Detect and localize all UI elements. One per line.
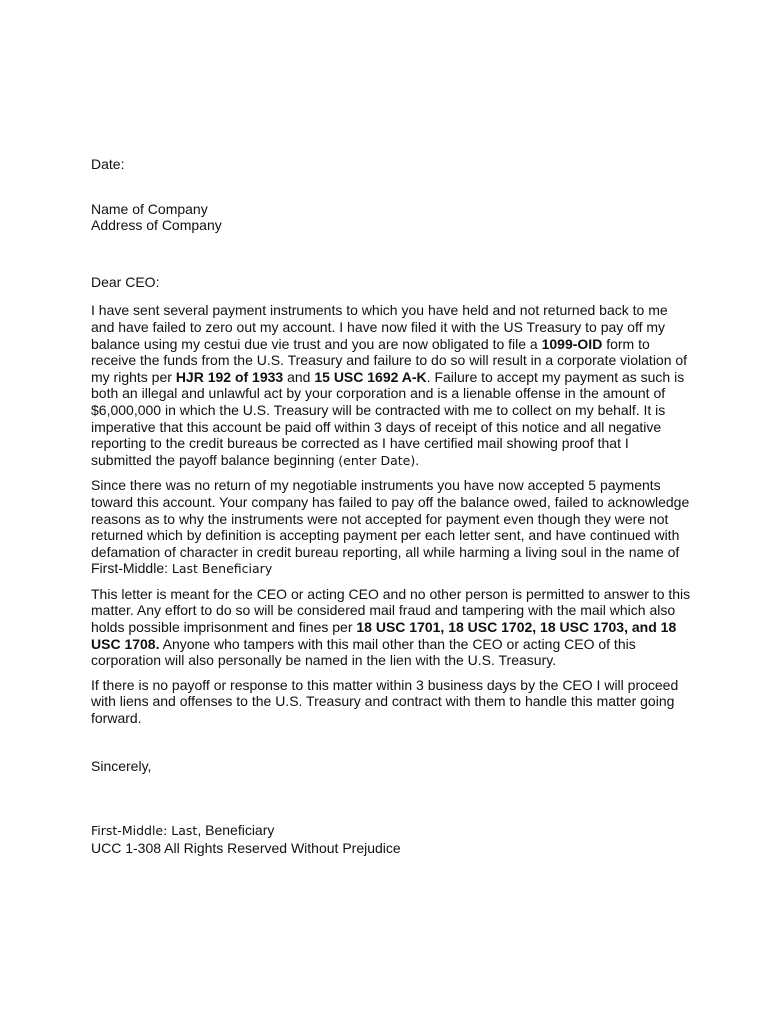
letter-body	[91, 156, 691, 856]
beneficiary-name-placeholder: Last Beneficiary	[171, 561, 273, 577]
paragraph-1-text-4: . Failure to accept my payment as such is both an illegal and unlawful act by your corporation and is a lienable offense in the amount of $6,000,000 in which the U.S. Treasury will be contracted with me to collect on my behalf. It is imperative that this account be paid off within 3 days of receipt of this notice and all negative reporting to the credit bureaus be corrected as I have certified mail showing proof that I submitted the payoff balance beginning	[91, 368, 685, 468]
signature-name	[91, 822, 691, 840]
form-1099-oid: 1099-OID	[541, 335, 603, 352]
closing: Sincerely,	[91, 757, 152, 774]
paragraph-3-text-2: Anyone who tampers with this mail other than the CEO or acting CEO of this corporation will also personally be named in the lien with the U.S. Treasury.	[91, 635, 636, 669]
date-label: Date:	[91, 156, 125, 172]
paragraph-1-text-2: form to receive the funds from the U.S. Treasury and failure to do so will result in a corporate violation of my rights per	[91, 335, 688, 385]
company-name: Name of Company	[91, 200, 208, 217]
paragraph-1-text-3: and	[283, 368, 315, 385]
paragraph-mail-fraud	[91, 586, 691, 669]
paragraph-3-text-1: This letter is meant for the CEO or acting CEO and no other person is permitted to answer to this matter. Any effort to do so will be considered mail fraud and tampering with the mail which also holds possible imprisonment and fines per	[91, 585, 691, 636]
signature-name-placeholder: First-Middle: Last	[91, 823, 198, 839]
salutation: Dear CEO:	[91, 273, 160, 290]
company-address: Address of Company	[91, 217, 222, 234]
usc-1692-reference: 15 USC 1692 A-K	[314, 368, 427, 385]
paragraph-2-text-1: Since there was no return of my negotiable instruments you have now accepted 5 payments toward this account. Your company has failed to pay off the balance owed, failed to acknowledge reasons as to why the instruments were not accepted for payment even though they were not returned which by definition is accepting payment per each letter sent, and have continued with defamation of character in credit bureau reporting, all while harming a living soul in the name of First-Middle:	[91, 477, 690, 577]
signature-block	[91, 822, 691, 856]
paragraph-1-text-6: .	[415, 451, 420, 468]
recipient-block	[91, 201, 691, 234]
hjr-192-reference: HJR 192 of 1933	[175, 368, 284, 385]
paragraph-1-text-1: I have sent several payment instruments to which you have held and not returned back to me and have failed to zero out my account. I have now filed it with the US Treasury to pay off my balance using my cestui due vie trust and you are now obligated to file a	[91, 302, 668, 352]
rights-reservation: UCC 1-308 All Rights Reserved Without Prejudice	[91, 839, 401, 856]
paragraph-liens: If there is no payoff or response to this matter within 3 business days by the CEO I will proceed with liens and offenses to the U.S. Treasury and contract with them to handle this matter going forward.	[91, 676, 679, 727]
enter-date-placeholder: (enter Date)	[338, 452, 416, 468]
paragraph-negotiable-instruments	[91, 477, 691, 578]
paragraph-payment-instruments	[91, 302, 691, 469]
usc-mail-references: 18 USC 1701, 18 USC 1702, 18 USC 1703, and 18 USC 1708.	[91, 619, 677, 652]
signature-role: , Beneficiary	[197, 822, 275, 839]
